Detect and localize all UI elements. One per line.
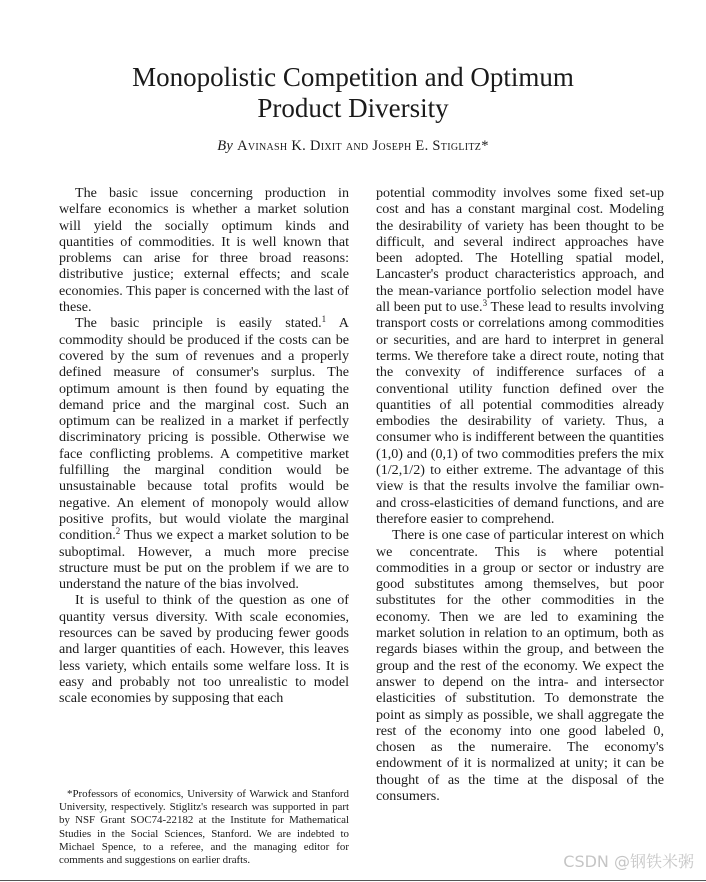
paragraph	[376, 185, 664, 527]
page-bottom-rule	[0, 880, 706, 881]
footnote-ref: 1	[321, 314, 327, 325]
paragraph-text: These lead to results involving transport costs or correlations among commodities or securities, and are hard to interpret in general terms. We therefore take a direct route, noting that the convexity of indifference surfaces of a conventional utility function defined over the quantities of all potential commodities already embodies the desirability of variety. Thus, a consumer who is indifferent between the quantities (1,0) and (0,1) of two commodities prefers the mix (1/2,1/2) to either extreme. The advantage of this view is that the results involve the familiar own- and cross-elasticities of demand functions, and are therefore easier to comprehend.	[376, 299, 664, 527]
paragraph: The basic issue concerning production in welfare economics is whether a market solution will yield the socially optimum kinds and quantities of commodities. It is well known that problems can arise for three broad reasons: distributive justice; external effects; and scale economies. This paper is concerned with the last of these.	[59, 185, 349, 316]
byline-prefix: By	[217, 138, 234, 154]
footnote-text: *Professors of economics, University of Warwick and Stanford University, respectively. Stiglitz's research was supported in part by NSF Grant SOC74-22182 at the Institute for Mathematical Studies in the Social Sciences, Stanford. We are indebted to Michael Spence, to a referee, and the managing editor for comments and suggestions on earlier drafts.	[59, 788, 349, 867]
watermark: CSDN @钢铁米粥	[563, 852, 694, 871]
paragraph-text: Thus we expect a market solution to be suboptimal. However, a much more precise structure must be put on the problem if we are to understand the nature of the bias involved.	[59, 527, 349, 593]
title-line-2: Product Diversity	[257, 93, 449, 123]
right-column	[376, 185, 664, 804]
paragraph: There is one case of particular interest on which we concentrate. This is where potential commodities in a group or sector or industry are good substitutes among themselves, but poor substitutes for the other commodities in the economy. Then we are led to examining the market solution in relation to an optimum, both as regards biases within the group, and between the group and the rest of the economy. We expect the answer to depend on the intra- and intersector elasticities of substitution. To demonstrate the point as simply as possible, we shall aggregate the rest of the economy into one good labeled 0, chosen as the numeraire. The economy's endowment of it is normalized at unity; it can be thought of as the time at the disposal of the consumers.	[376, 527, 664, 804]
author-1: Avinash K. Dixit	[237, 138, 342, 154]
footnote-ref: 3	[482, 298, 488, 309]
footnote-ref: 2	[115, 526, 121, 537]
paragraph-text: potential commodity involves some fixed set-up cost and has a constant marginal cost. Modeling the desirability of variety has been thought to be difficult, and several indirect approaches have been adopted. The Hotelling spatial model, Lancaster's product characteristics approach, and the mean-variance portfolio selection model have all been put to use.	[376, 185, 664, 316]
author-2: Joseph E. Stiglitz*	[372, 138, 489, 154]
paragraph-text: A commodity should be produced if the costs can be covered by the sum of revenues and a properly defined measure of consumer's surplus. The optimum amount is then found by equating the demand price and the marginal cost. Such an optimum can be realized in a market if perfectly discriminatory pricing is possible. Otherwise we face conflicting problems. A competitive market fulfilling the marginal condition would be unsustainable because total profits would be negative. An element of monopoly would allow positive profits, but would violate the marginal condition.	[59, 315, 349, 544]
title-line-1: Monopolistic Competition and Optimum	[132, 62, 574, 92]
footnote	[59, 788, 349, 867]
byline	[0, 138, 706, 155]
paragraph: It is useful to think of the question as one of quantity versus diversity. With scale economies, resources can be saved by producing fewer goods and larger quantities of each. However, this leaves less variety, which entails some welfare loss. It is easy and probably not too unrealistic to model scale economies by supposing that each	[59, 592, 349, 707]
byline-and: and	[345, 138, 369, 154]
paragraph-text: The basic principle is easily stated.	[75, 315, 322, 332]
paragraph	[59, 315, 349, 592]
left-column	[59, 185, 349, 707]
article-title	[0, 62, 706, 124]
